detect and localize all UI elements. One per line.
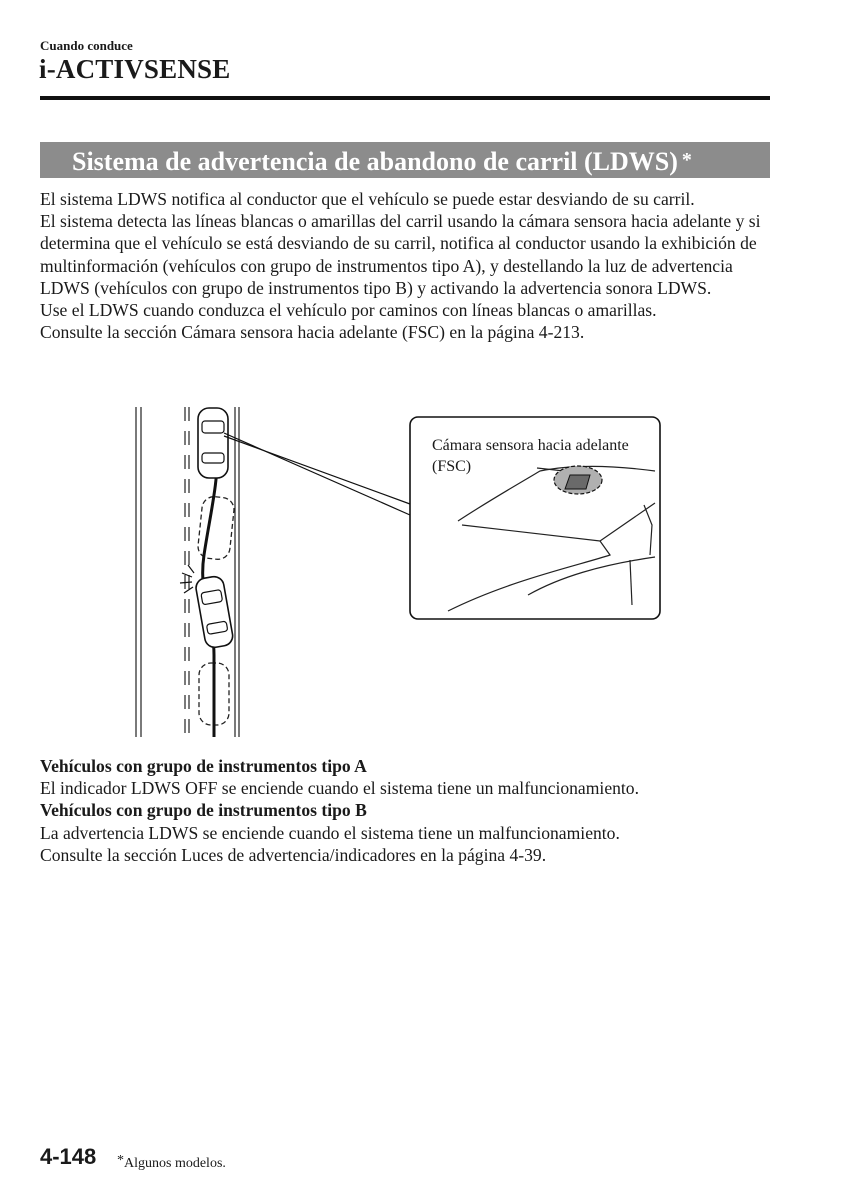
drifting-car-icon: [194, 575, 234, 649]
car-top-icon: [198, 408, 228, 478]
dashed-lane-line: [185, 407, 189, 737]
footnote-text: Algunos modelos.: [124, 1156, 226, 1171]
chapter-title: i-ACTIVSENSE: [39, 54, 231, 84]
callout-line: [224, 433, 410, 515]
type-a-text: El indicador LDWS OFF se enciende cuando el sistema tiene un malfuncionamiento.: [40, 778, 640, 799]
asterisk-marker: *: [681, 149, 692, 171]
type-b-heading: Vehículos con grupo de instrumentos tipo B: [40, 800, 367, 821]
header-rule: [40, 96, 770, 100]
camera-callout-label: [432, 435, 662, 477]
warning-burst-icon: [180, 565, 194, 593]
reference-text: Consulte la sección Luces de advertencia/indicadores en la página 4-39.: [40, 844, 547, 865]
footnote: [117, 1153, 226, 1172]
page-number: 4-148: [40, 1144, 97, 1169]
intro-paragraph: El sistema detecta las líneas blancas o amarillas del carril usando la cámara sensora hacia adelante y si determina que el vehículo se está desviando de su carril, notifica al conductor usando la exhibición de multinformación (vehículos con grupo de instrumentos tipo A), y destellando la luz de advertencia LDWS (vehículos con grupo de instrumentos tipo B) y activando la advertencia sonora LDWS.: [40, 211, 761, 298]
type-a-heading: Vehículos con grupo de instrumentos tipo A: [40, 756, 367, 776]
section-title-bar: [40, 142, 770, 178]
callout-line: [224, 436, 410, 504]
callout-line1: Cámara sensora hacia adelante: [432, 437, 629, 454]
section-kicker: Cuando conduce: [40, 38, 133, 53]
intro-paragraph: El sistema LDWS notifica al conductor que el vehículo se puede estar desviando de su carril.: [40, 189, 695, 209]
ghost-car-outline: [197, 495, 235, 560]
intro-paragraph: Consulte la sección Cámara sensora hacia adelante (FSC) en la página 4-213.: [40, 322, 585, 343]
lane-departure-illustration: [130, 405, 670, 740]
notes-block: [40, 755, 775, 866]
intro-paragraph: Use el LDWS cuando conduzca el vehículo por caminos con líneas blancas o amarillas.: [40, 300, 657, 321]
section-title: Sistema de advertencia de abandono de carril (LDWS): [72, 147, 678, 176]
intro-text: [40, 188, 775, 343]
page-footer: [40, 1144, 226, 1171]
callout-line2: (FSC): [432, 458, 472, 475]
type-b-text: La advertencia LDWS se enciende cuando el sistema tiene un malfuncionamiento.: [40, 822, 620, 843]
footnote-marker: *: [117, 1153, 124, 1168]
camera-icon: [565, 475, 590, 489]
